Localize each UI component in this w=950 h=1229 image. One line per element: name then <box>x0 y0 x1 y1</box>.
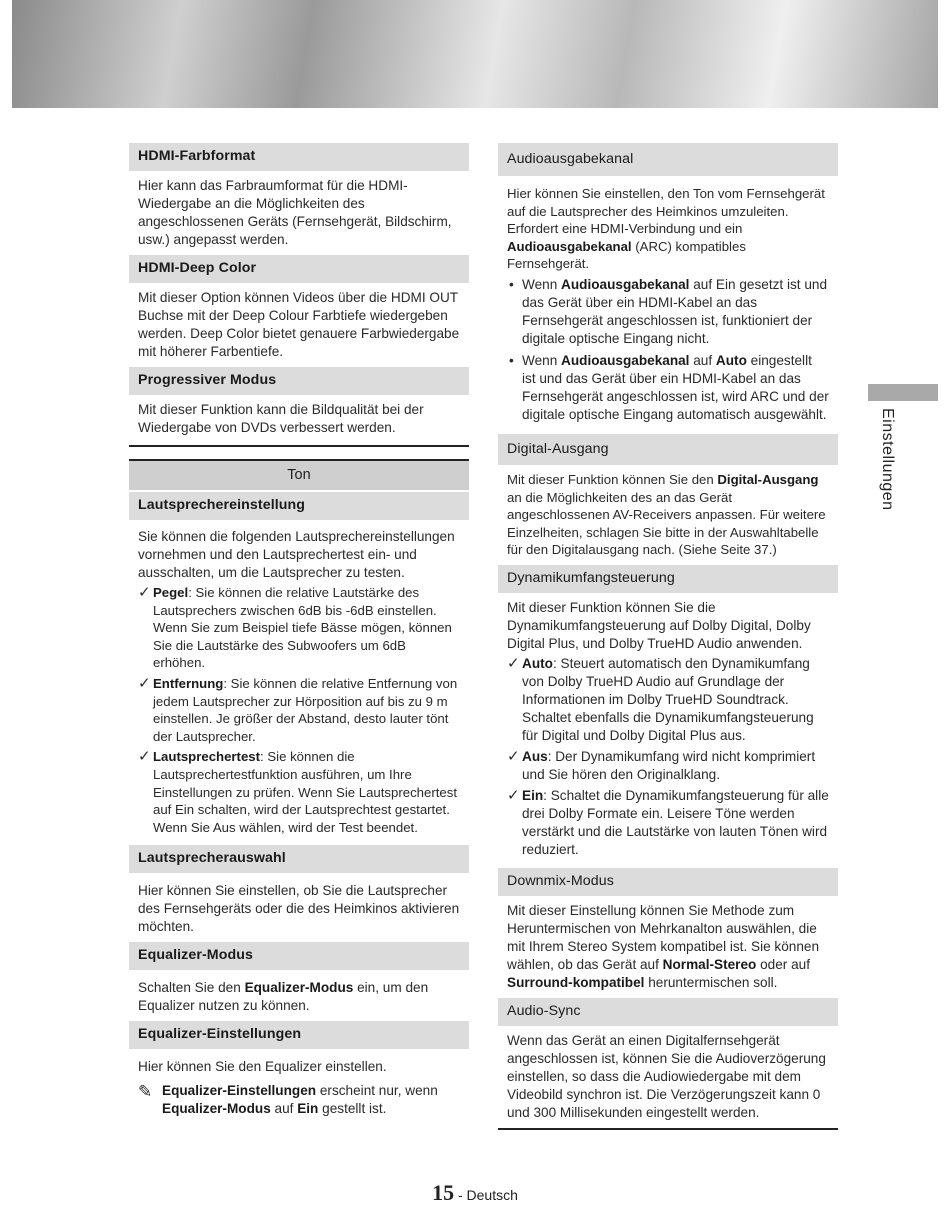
list-item <box>507 352 829 424</box>
section-title-lautsprecherauswahl: Lautsprecherauswahl <box>129 845 469 873</box>
check-icon: ✓ <box>138 584 151 601</box>
paragraph: Hier können Sie einstellen, ob Sie die Lautsprecher des Fernsehgeräts oder die des Heimkinos aktivieren möchten. <box>138 883 460 935</box>
right-column <box>498 143 838 1130</box>
paragraph: Mit dieser Option können Videos über die HDMI OUT Buchse mit der Deep Colour Farbtiefe wiedergeben werden. Deep Color bietet genauere Farbwiedergabe mit höherer Farbentiefe. <box>138 290 460 359</box>
item-term: Lautsprechertest <box>153 749 261 765</box>
term: Normal-Stereo <box>662 956 757 972</box>
term: Digital-Ausgang <box>717 471 819 487</box>
check-icon: ✓ <box>138 748 151 766</box>
term: Equalizer-Einstellungen <box>162 1083 317 1099</box>
list-item <box>138 748 460 836</box>
item-term: Ein <box>522 787 544 803</box>
paragraph <box>507 185 829 273</box>
text-part: Mit dieser Funktion können Sie den <box>507 471 718 487</box>
text-part: ein, um den Equalizer nutzen zu können. <box>138 980 429 1014</box>
list-item <box>507 276 829 348</box>
item-text: : Sie können die Lautsprechertestfunktion ausführen, um Ihre Einstellungen zu prüfen. Wenn Sie Lautsprechertest auf Ein schalten, wird der Lautsprechtest gestartet. Wenn Sie Aus wählen, wird der Test beendet. <box>153 749 457 835</box>
check-icon: ✓ <box>507 747 520 765</box>
section-text-hdmi-farbformat <box>129 171 469 255</box>
bullet-icon: • <box>509 352 514 368</box>
list-item <box>507 787 829 859</box>
text-part: eingestellt ist und das Gerät über ein HDMI-Kabel an das Fernsehgerät angeschlossen ist, wird ARC und der digitale optische Eingang automatisch ausgewählt. <box>522 352 829 422</box>
item-term: Auto <box>522 655 553 671</box>
check-icon: ✓ <box>507 786 520 804</box>
list-item <box>507 655 829 745</box>
paragraph: Hier können Sie den Equalizer einstellen. <box>138 1059 387 1075</box>
item-text: : Sie können die relative Lautstärke des Lautsprechers zwischen 6dB bis -6dB einstellen. Wenn Sie zum Beispiel tiefe Bässe mögen, können Sie die Lautstärke des Subwoofers um 6dB erhöhen. <box>153 585 452 671</box>
term: Ein <box>297 1101 319 1117</box>
section-text-audio-sync <box>498 1026 838 1130</box>
section-title-equalizer-modus: Equalizer-Modus <box>129 942 469 970</box>
item-term: Entfernung <box>153 675 224 691</box>
note <box>138 1082 460 1118</box>
paragraph <box>507 471 829 559</box>
term: Equalizer-Modus <box>162 1101 271 1117</box>
check-icon: ✓ <box>507 654 520 672</box>
item-text: : Schaltet die Dynamikumfangsteuerung für alle drei Dolby Formate ein. Leisere Töne werden verstärkt und die Lautstärke von lauten Tönen wird reduziert. <box>522 787 829 857</box>
section-title-dynamikumfangsteuerung: Dynamikumfangsteuerung <box>498 565 838 593</box>
paragraph: Sie können die folgenden Lautsprechereinstellungen vornehmen und den Lautsprechertest ein- und ausschalten, um die Lautsprecher zu testen. <box>138 529 455 580</box>
paragraph <box>138 979 460 1015</box>
paragraph: Mit dieser Funktion können Sie die Dynamikumfangsteuerung auf Dolby Digital, Dolby Digital Plus, und Dolby TrueHD Audio anwenden. <box>507 599 811 651</box>
term: Equalizer-Modus <box>244 980 354 996</box>
section-title-hdmi-farbformat: HDMI-Farbformat <box>129 143 469 171</box>
section-text-digital-ausgang <box>498 465 838 565</box>
section-title-lautsprechereinstellung: Lautsprechereinstellung <box>129 492 469 520</box>
section-title-downmix-modus: Downmix-Modus <box>498 868 838 896</box>
paragraph: Wenn das Gerät an einen Digitalfernsehgerät angeschlossen ist, können Sie die Audioverzögerung einstellen, so dass die Audiowiedergabe mit dem Videobild synchron ist. Die Verzögerungszeit kann 0 und 300 Millisekunden eingestellt werden. <box>507 1032 826 1120</box>
item-text: : Steuert automatisch den Dynamikumfang von Dolby TrueHD Audio auf Grundlage der Informationen im Dolby TrueHD Soundtrack. Schaltet ebenfalls die Dynamikumfangsteuerung für Digital und Dolby Digital Plus aus. <box>522 655 814 743</box>
paragraph: Mit dieser Funktion kann die Bildqualität bei der Wiedergabe von DVDs verbessert werden. <box>138 402 424 435</box>
section-title-digital-ausgang: Digital-Ausgang <box>498 434 838 465</box>
note-pencil-icon: ✎ <box>138 1082 153 1102</box>
list-item <box>138 584 460 672</box>
page-number: 15 <box>432 1180 455 1205</box>
left-column <box>129 143 469 1124</box>
header-banner <box>12 0 938 108</box>
list-item <box>138 675 460 745</box>
bullet-list <box>507 276 829 424</box>
term: Audioausgabekanal <box>561 352 690 368</box>
section-text-audioausgabekanal <box>498 176 838 434</box>
category-header-ton: Ton <box>129 459 469 490</box>
item-text: : Der Dynamikumfang wird nicht komprimiert und Sie hören den Originalklang. <box>522 748 816 782</box>
paragraph <box>507 902 829 992</box>
item-term: Aus <box>522 748 548 764</box>
text-part: gestellt ist. <box>318 1101 387 1117</box>
section-title-progressiver-modus: Progressiver Modus <box>129 367 469 395</box>
text-part: Wenn <box>522 352 562 368</box>
term: Auto <box>715 352 747 368</box>
section-text-lautsprechereinstellung <box>129 520 469 845</box>
text-part: an die Möglichkeiten des an das Gerät angeschlossenen AV-Receivers anpassen. Für weitere Einzelheiten, schlagen Sie bitte in der Auswahltabelle für den Digitalausgang nach. (Siehe Seite 37.) <box>507 489 826 558</box>
item-term: Pegel <box>153 585 189 600</box>
check-list <box>507 655 829 859</box>
item-text: : Sie können die relative Entfernung von jedem Lautsprecher zur Hörposition auf bis zu 9 m einstellen. Je größer der Abstand, desto lauter tönt der Lautsprecher. <box>153 675 458 744</box>
bullet-icon: • <box>509 276 514 292</box>
paragraph: Hier kann das Farbraumformat für die HDMI-Wiedergabe an die Möglichkeiten des angeschlossenen Geräts (Fernsehgerät, Bildschirm, usw.) angepasst werden. <box>138 178 452 247</box>
section-title-audioausgabekanal: Audioausgabekanal <box>498 143 838 176</box>
text-part: Mit dieser Einstellung können Sie Methode zum Heruntermischen von Mehrkanalton auswählen, die mit Ihrem Stereo System kompatibel ist. Sie können wählen, ob das Gerät auf <box>507 902 820 972</box>
page-footer <box>0 1180 950 1206</box>
text-part: auf <box>270 1101 298 1117</box>
text-part: Hier können Sie einstellen, den Ton vom Fernsehgerät auf die Lautsprecher des Heimkinos umzuleiten. Erfordert eine HDMI-Verbindung und ein <box>507 186 825 237</box>
section-text-downmix-modus <box>498 896 838 998</box>
section-text-progressiver-modus <box>129 395 469 447</box>
section-text-dynamikumfangsteuerung <box>498 593 838 868</box>
check-icon: ✓ <box>138 674 151 692</box>
text-part: heruntermischen soll. <box>644 974 778 990</box>
footer-language: - Deutsch <box>454 1187 518 1203</box>
section-text-hdmi-deep-color <box>129 283 469 367</box>
side-tab-marker <box>868 384 938 401</box>
section-title-hdmi-deep-color: HDMI-Deep Color <box>129 255 469 283</box>
term: Audioausgabekanal <box>507 238 632 254</box>
section-title-equalizer-einstellungen: Equalizer-Einstellungen <box>129 1021 469 1049</box>
section-text-equalizer-modus <box>129 970 469 1021</box>
check-list <box>138 584 460 836</box>
text-part: Wenn <box>522 276 562 292</box>
text-part: oder auf <box>756 956 811 972</box>
list-item <box>507 748 829 784</box>
section-text-equalizer-einstellungen <box>129 1049 469 1124</box>
text-part: erscheint nur, wenn <box>316 1083 438 1099</box>
side-tab-label: Einstellungen <box>879 408 896 511</box>
text-part: auf <box>689 352 716 368</box>
term: Audioausgabekanal <box>561 276 690 292</box>
section-title-audio-sync: Audio-Sync <box>498 998 838 1026</box>
text-part: Schalten Sie den <box>138 980 245 996</box>
text-part: auf Ein gesetzt ist und das Gerät über ein HDMI-Kabel an das Fernsehgerät angeschlossen ist, funktioniert der digitale optische Eingang nicht. <box>522 276 827 346</box>
term: Surround-kompatibel <box>507 974 645 990</box>
text-part: (ARC) kompatibles Fernsehgerät. <box>507 238 746 272</box>
section-text-lautsprecherauswahl <box>129 873 469 942</box>
